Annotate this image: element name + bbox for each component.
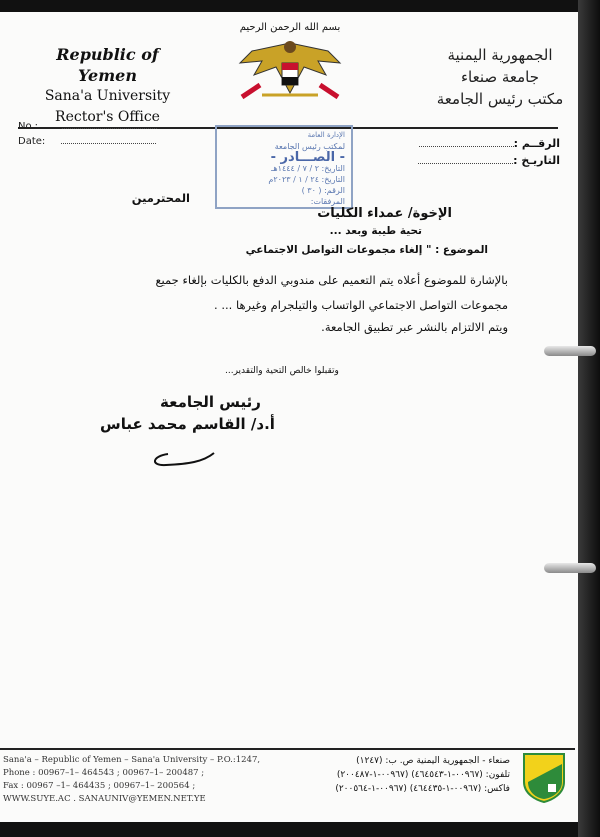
closing: وتقبلوا خالص التحية والتقدير... xyxy=(225,366,339,376)
stamp-gregorian-date: التاريخ: ٢٤ / ١ / ٢٠٢٣م xyxy=(268,175,345,184)
office-name-ar: مكتب رئيس الجامعة xyxy=(436,90,564,108)
addressee: الإخوة/ عمداء الكليات xyxy=(317,206,452,221)
signer-name: أ.د/ القاسم محمد عباس xyxy=(100,415,275,433)
footer-fax-ar: فاكس: (٠٠٩٦٧-١-٤٦٤٤٣٥) (٠٠٩٦٧-١-٢٠٠٥٦٤) xyxy=(335,784,510,794)
footer-address-ar: صنعاء - الجمهورية اليمنية ص. ب: (١٢٤٧) xyxy=(356,756,510,766)
ar-reference-number-field xyxy=(411,137,560,150)
footer-arabic xyxy=(300,754,510,796)
outgoing-stamp xyxy=(215,125,353,209)
footer-english xyxy=(3,754,260,806)
stamp-line: لمكتب رئيس الجامعة xyxy=(274,142,345,151)
body-line: بالإشارة للموضوع أعلاه يتم التعميم على مندوبي الدفع بالكليات بإلغاء جميع xyxy=(155,273,508,287)
footer-fax-en: Fax : 00967 –1– 464435 ; 00967–1– 200564 ; xyxy=(3,781,196,791)
basmala: بسم الله الرحمن الرحيم xyxy=(239,22,341,33)
ar-date-label: التاريـخ : xyxy=(513,154,560,167)
yemen-emblem-icon xyxy=(232,22,348,108)
body-line: مجموعات التواصل الاجتماعي الواتساب والتيلجرام وغيرها ... . xyxy=(214,298,508,312)
signature xyxy=(148,448,218,470)
arabic-letterhead xyxy=(430,44,570,110)
date-field xyxy=(18,136,156,147)
stamp-number: الرقم: ( ٣٠ ) xyxy=(301,186,345,195)
greeting: تحية طيبة وبعد ... xyxy=(329,225,422,237)
office-name-en: Rector's Office xyxy=(55,109,160,125)
university-name-en: Sana'a University xyxy=(44,88,171,104)
university-name-ar: جامعة صنعاء xyxy=(460,68,540,86)
signer-title: رئيس الجامعة xyxy=(160,393,261,411)
country-name-en: Republic of Yemen xyxy=(56,45,159,85)
stamp-line: الإدارة العامة xyxy=(307,131,345,139)
reference-number-field xyxy=(18,121,157,132)
subject: الموضوع : " إلغاء مجموعات التواصل الاجتماعي xyxy=(245,244,488,256)
binder-ring xyxy=(544,346,596,356)
stamp-hijri-date: التاريخ: ٢ / ٧ / ١٤٤٤هـ xyxy=(271,164,345,173)
date-label: Date: xyxy=(18,136,46,147)
honorific: المحترمين xyxy=(131,191,190,205)
stamp-attachments: المرفقات: xyxy=(310,197,345,206)
english-letterhead xyxy=(30,44,185,128)
footer-web-email: WWW.SUYE.AC . SANAUNIV@YEMEN.NET.YE xyxy=(3,794,206,804)
stamp-title: - الصـــادر - xyxy=(270,150,345,165)
binder-edge xyxy=(578,0,600,837)
ar-date-field xyxy=(410,154,560,167)
country-name-ar: الجمهورية اليمنية xyxy=(447,46,553,64)
no-label: No.: xyxy=(18,121,38,132)
body-line: ويتم الالتزام بالنشر عبر تطبيق الجامعة. xyxy=(321,320,508,334)
footer-phone-ar: تلفون: (٠٠٩٦٧-١-٤٦٤٥٤٣) (٠٠٩٦٧-١-٢٠٠٤٨٧) xyxy=(336,770,510,780)
university-logo-icon xyxy=(522,752,566,804)
footer-address-en: Sana'a – Republic of Yemen – Sana'a University – P.O.:1247, xyxy=(3,755,261,765)
binder-ring xyxy=(544,563,596,573)
footer-divider xyxy=(0,748,575,750)
ar-no-label: الرقــم : xyxy=(513,137,560,150)
footer-phone-en: Phone : 00967–1– 464543 ; 00967–1– 200487 ; xyxy=(3,768,205,778)
